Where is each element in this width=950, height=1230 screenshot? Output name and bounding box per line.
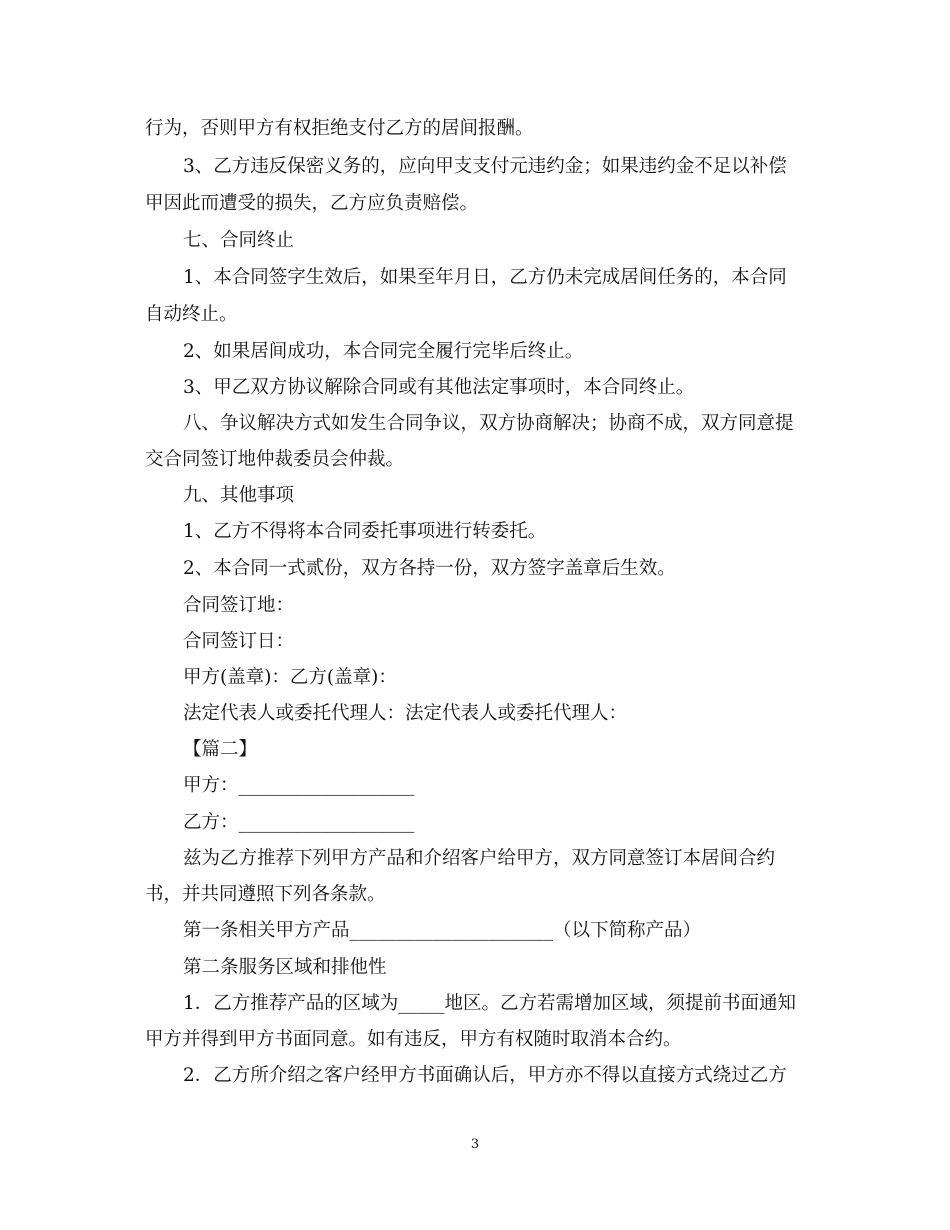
body-line: 自动终止。 bbox=[145, 304, 238, 325]
body-line: 甲方并得到甲方书面同意。如有违反，甲方有权随时取消本合约。 bbox=[145, 1029, 682, 1050]
representatives: 法定代表人或委托代理人：法定代表人或委托代理人： bbox=[183, 703, 628, 724]
article-heading: 第一条相关甲方产品______________________（以下简称产品） bbox=[183, 920, 702, 941]
party-b-line: 乙方：___________________ bbox=[183, 812, 415, 833]
section-heading: 七、合同终止 bbox=[183, 230, 295, 251]
section-title: 【篇二】 bbox=[183, 739, 258, 760]
body-line: 交合同签订地仲裁委员会仲裁。 bbox=[145, 449, 405, 470]
body-line: 2．乙方所介绍之客户经甲方书面确认后，甲方亦不得以直接方式绕过乙方 bbox=[183, 1065, 787, 1086]
body-line: 行为，否则甲方有权拒绝支付乙方的居间报酬。 bbox=[145, 118, 534, 139]
body-line: 1、乙方不得将本合同委托事项进行转委托。 bbox=[183, 521, 547, 542]
article-heading: 第二条服务区域和排他性 bbox=[183, 957, 387, 978]
body-line: 2、如果居间成功，本合同完全履行完毕后终止。 bbox=[183, 341, 584, 362]
signing-place: 合同签订地： bbox=[183, 595, 295, 616]
body-line: 2、本合同一式贰份，双方各持一份，双方签字盖章后生效。 bbox=[183, 558, 676, 579]
party-a-line: 甲方：___________________ bbox=[183, 775, 415, 796]
body-line: 书，并共同遵照下列各条款。 bbox=[145, 884, 386, 905]
body-line: 甲因此而遭受的损失，乙方应负责赔偿。 bbox=[145, 193, 479, 214]
section-heading: 九、其他事项 bbox=[183, 485, 295, 506]
signing-date: 合同签订日： bbox=[183, 631, 295, 652]
body-line: 兹为乙方推荐下列甲方产品和介绍客户给甲方，双方同意签订本居间合约 bbox=[183, 848, 776, 869]
body-line: 3、乙方违反保密义务的，应向甲支支付元违约金；如果违约金不足以补偿 bbox=[183, 156, 787, 177]
body-line: 3、甲乙双方协议解除合同或有其他法定事项时，本合同终止。 bbox=[183, 377, 695, 398]
page-number: 3 bbox=[470, 1137, 480, 1152]
body-line: 八、争议解决方式如发生合同争议，双方协商解决；协商不成，双方同意提 bbox=[183, 413, 794, 434]
party-seals: 甲方(盖章)：乙方(盖章)： bbox=[183, 667, 397, 688]
body-line: 1．乙方推荐产品的区域为_____地区。乙方若需增加区域，须提前书面通知 bbox=[183, 993, 797, 1014]
body-line: 1、本合同签字生效后，如果至年月日，乙方仍未完成居间任务的，本合同 bbox=[183, 267, 787, 288]
